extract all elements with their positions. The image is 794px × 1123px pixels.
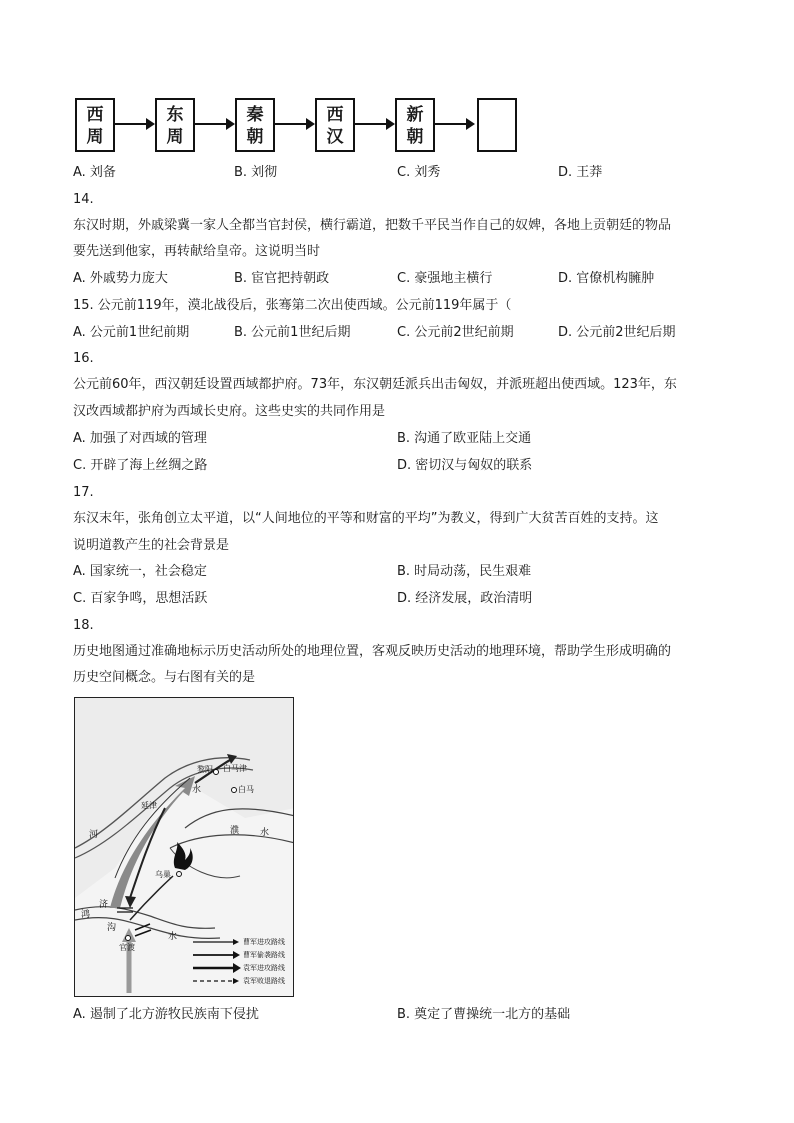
flow-box-xizhou: 西 周: [75, 98, 115, 152]
q17-stem-cont: 说明道教产生的社会背景是: [73, 538, 230, 553]
q17-option-a[interactable]: A. 国家统一，社会稳定: [73, 564, 207, 579]
q18-option-a[interactable]: A. 遏制了北方游牧民族南下侵扰: [73, 1007, 259, 1022]
q18-stem-cont: 历史空间概念。与右图有关的是: [73, 670, 256, 685]
map-label-river-shui-pu: 水: [260, 828, 270, 838]
q15-option-b[interactable]: B. 公元前1世纪后期: [234, 325, 351, 340]
q15-stem: 15. 公元前119年，漠北战役后，张骞第二次出使西域。公元前119年属于（: [73, 298, 512, 313]
q14-stem-cont: 要先送到他家，再转献给皇帝。这说明当时: [73, 244, 321, 259]
flow-arrow: [355, 123, 393, 125]
flow-arrow: [275, 123, 313, 125]
flow-arrow: [435, 123, 473, 125]
map-label-yanjin: 延津: [141, 801, 157, 810]
flow-box-dongzhou: 东 周: [155, 98, 195, 152]
q18-stem: 历史地图通过准确地标示历史活动所处的地理位置，客观反映历史活动的地理环境，帮助学生形成明确的: [73, 644, 672, 659]
map-legend-yuan-retreat: 袁军败退路线: [243, 977, 285, 985]
q13-option-a[interactable]: A. 刘备: [73, 165, 116, 180]
flow-arrow: [195, 123, 233, 125]
map-label-guandu: 官渡: [119, 943, 135, 952]
map-legend-cao-raid: 曹军偷袭路线: [243, 951, 285, 959]
q13-option-d[interactable]: D. 王莽: [558, 165, 603, 180]
map-label-river-he: 河: [89, 830, 99, 840]
q14-option-a[interactable]: A. 外戚势力庞大: [73, 271, 168, 286]
q14-option-b[interactable]: B. 宦官把持朝政: [234, 271, 330, 286]
map-label-river-shui-ji: 水: [168, 932, 178, 942]
q15-option-a[interactable]: A. 公元前1世纪前期: [73, 325, 190, 340]
q16-stem: 公元前60年，西汉朝廷设置西域都护府。73年，东汉朝廷派兵出击匈奴，并派班超出使西域。123年，东: [73, 377, 677, 392]
q14-option-c[interactable]: C. 豪强地主横行: [397, 271, 493, 286]
map-label-river-pu: 濮: [230, 826, 240, 836]
q15-option-c[interactable]: C. 公元前2世纪前期: [397, 325, 514, 340]
map-label-baima: 白马: [238, 785, 254, 794]
map-label-river-shui: 水: [192, 785, 202, 795]
q17-option-c[interactable]: C. 百家争鸣，思想活跃: [73, 591, 208, 606]
map-label-river-hong: 鸿: [81, 910, 91, 920]
map-legend-cao-advance: 曹军进攻路线: [243, 938, 285, 946]
map-label-baimajin: 白马津: [223, 764, 247, 773]
q17-stem: 东汉末年，张角创立太平道，以“人间地位的平等和财富的平均”为教义，得到广大贫苦百姓的支持。这: [73, 511, 659, 526]
battle-of-guandu-map: [74, 697, 294, 997]
q16-stem-cont: 汉改西域都护府为西域长史府。这些史实的共同作用是: [73, 404, 386, 419]
flow-arrow: [115, 123, 153, 125]
map-label-wuchao: 乌巢: [155, 870, 171, 879]
q16-option-d[interactable]: D. 密切汉与匈奴的联系: [397, 458, 533, 473]
map-legend-yuan-advance: 袁军进攻路线: [243, 964, 285, 972]
q16-option-c[interactable]: C. 开辟了海上丝绸之路: [73, 458, 208, 473]
q13-option-c[interactable]: C. 刘秀: [397, 165, 441, 180]
flow-box-xinchao: 新 朝: [395, 98, 435, 152]
q17-option-b[interactable]: B. 时局动荡，民生艰难: [397, 564, 532, 579]
q14-stem: 东汉时期，外戚梁冀一家人全都当官封侯，横行霸道，把数千平民当作自己的奴婢，各地上贡朝廷的物品: [73, 218, 672, 233]
q15-option-d[interactable]: D. 公元前2世纪后期: [558, 325, 676, 340]
q17-option-d[interactable]: D. 经济发展，政治清明: [397, 591, 533, 606]
flow-box-xihan: 西 汉: [315, 98, 355, 152]
q16-option-a[interactable]: A. 加强了对西域的管理: [73, 431, 207, 446]
flow-box-blank: [477, 98, 517, 152]
dynasty-flow-diagram: [75, 96, 525, 156]
map-label-river-gou: 沟: [107, 923, 117, 933]
q17-number: 17.: [73, 485, 94, 500]
map-label-river-ji: 济: [99, 900, 109, 910]
q14-number: 14.: [73, 192, 94, 207]
q16-number: 16.: [73, 351, 94, 366]
q16-option-b[interactable]: B. 沟通了欧亚陆上交通: [397, 431, 532, 446]
map-label-liyang: 黎阳: [197, 765, 213, 774]
flow-box-qinchao: 秦 朝: [235, 98, 275, 152]
q18-option-b[interactable]: B. 奠定了曹操统一北方的基础: [397, 1007, 571, 1022]
q13-option-b[interactable]: B. 刘彻: [234, 165, 278, 180]
q18-number: 18.: [73, 618, 94, 633]
q14-option-d[interactable]: D. 官僚机构臃肿: [558, 271, 655, 286]
